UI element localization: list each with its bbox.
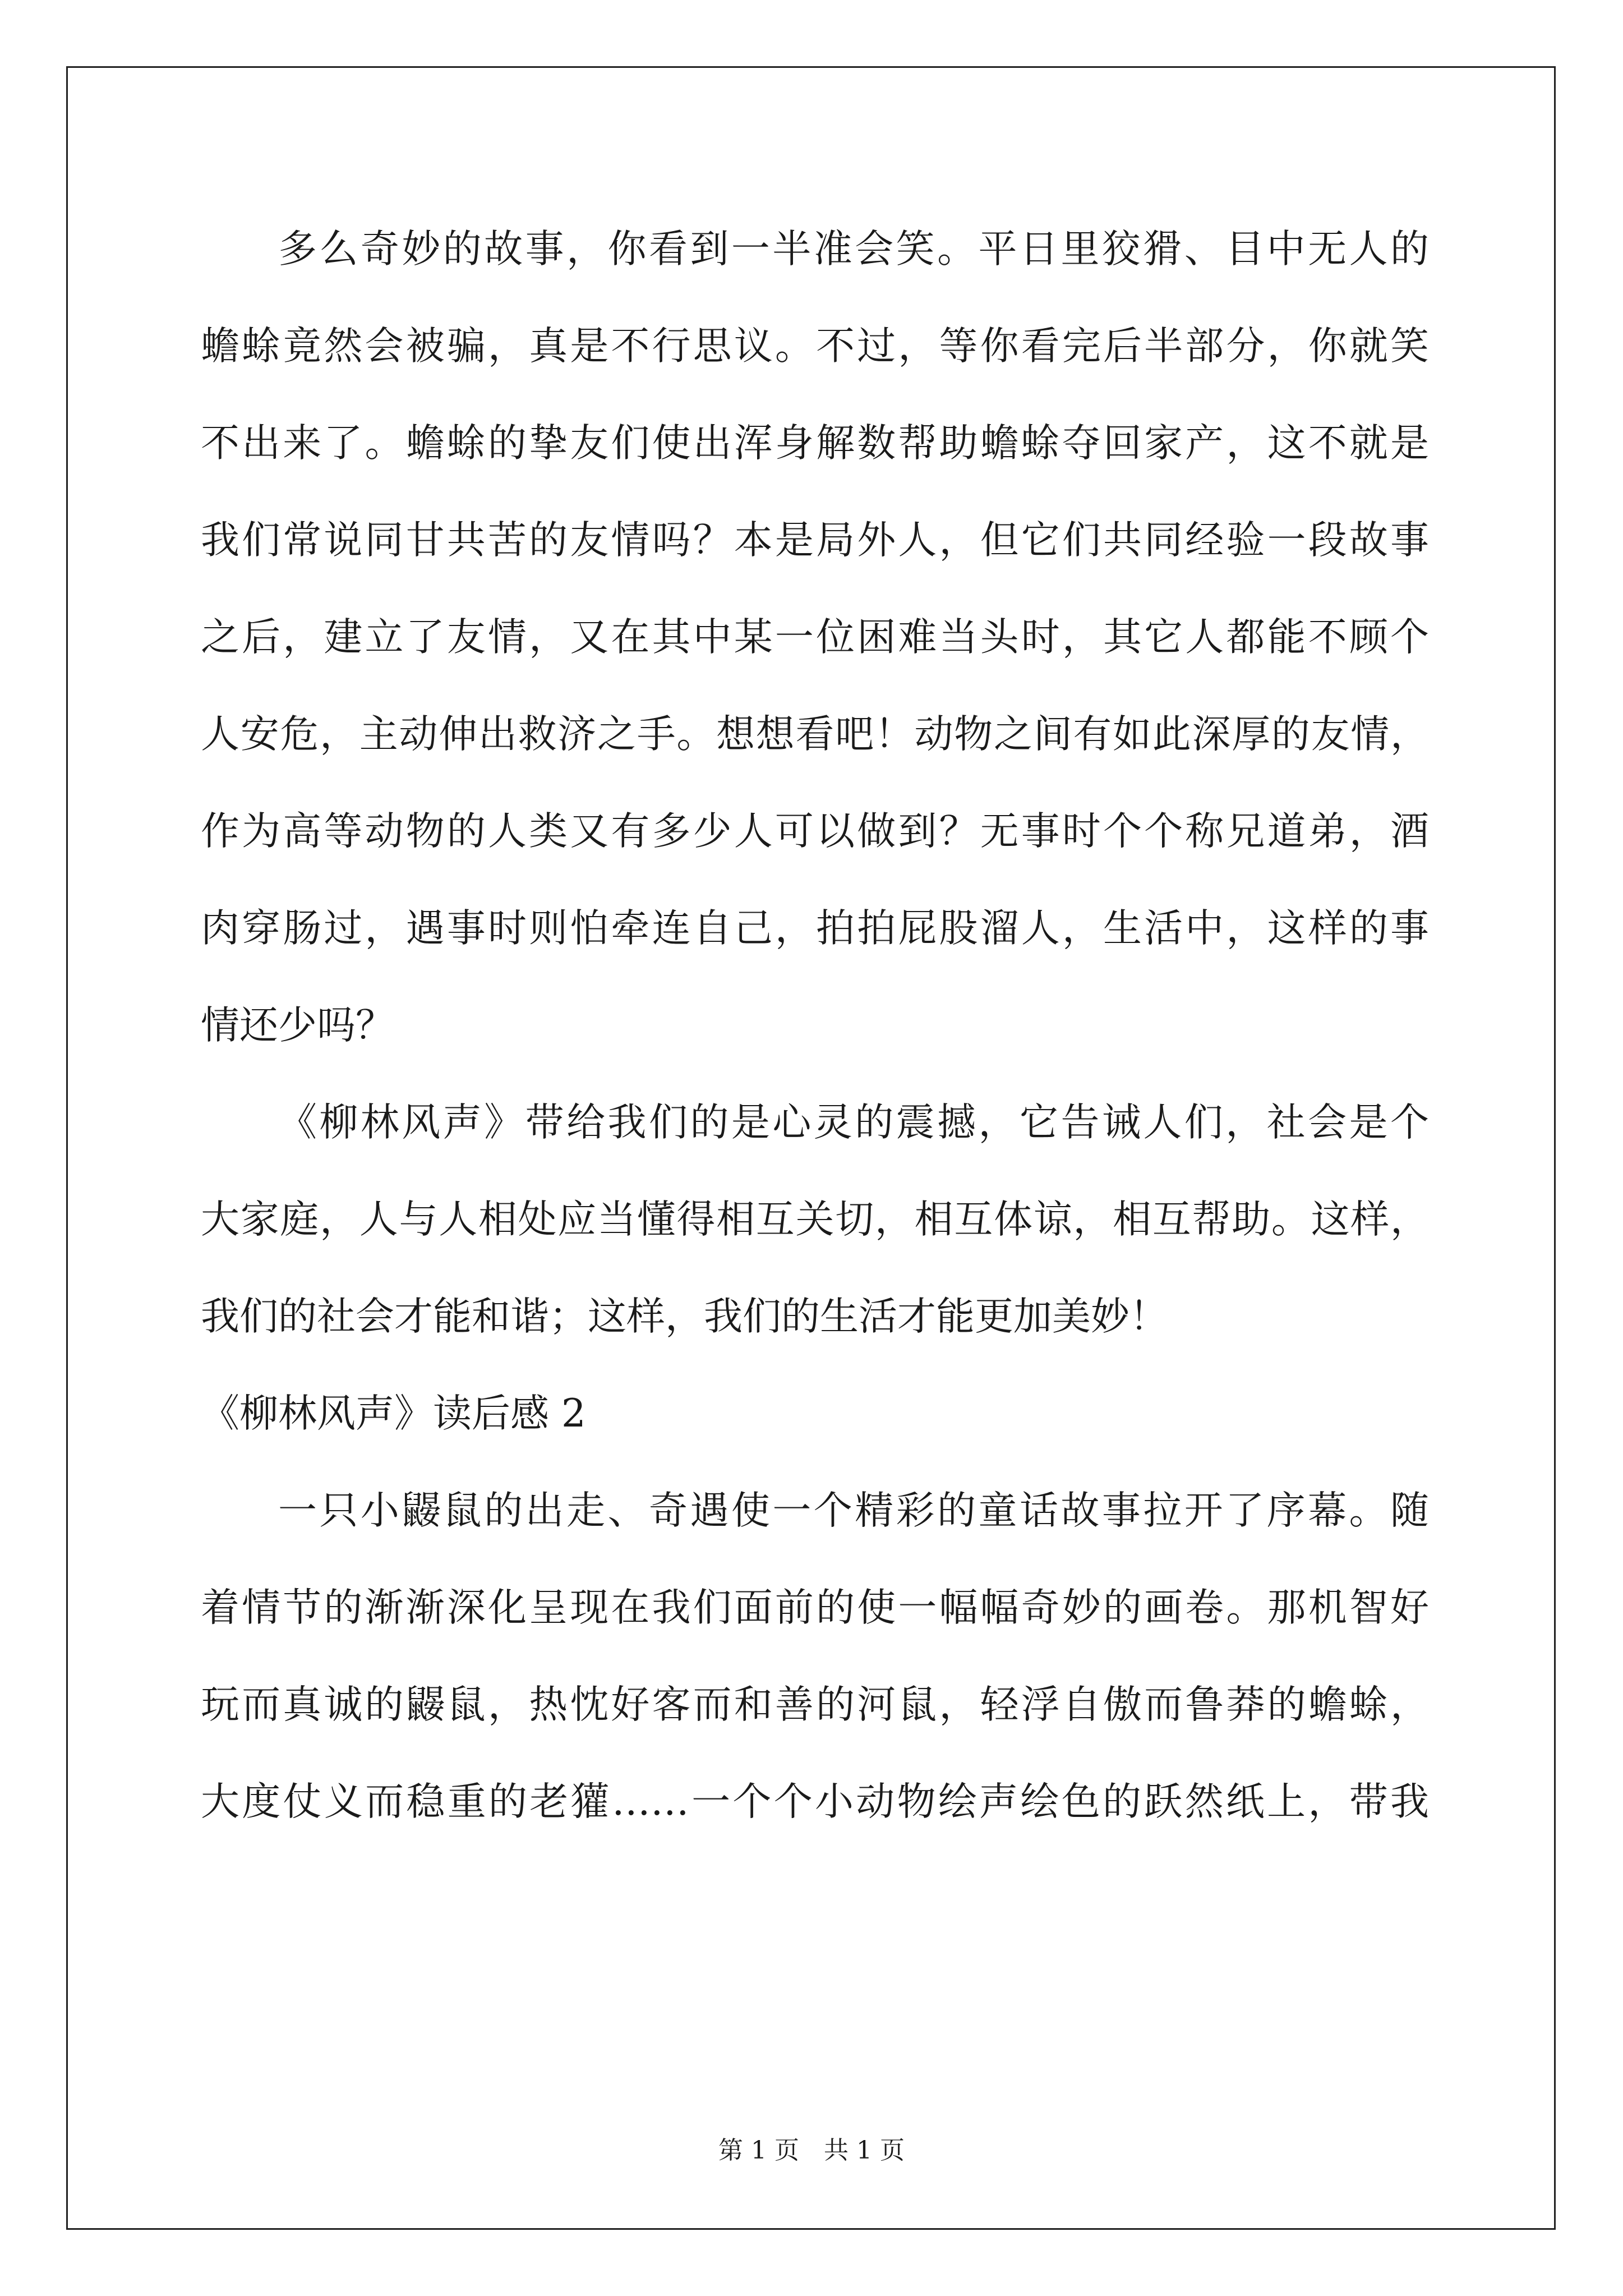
text-line: 蟾蜍竟然会被骗，真是不行思议。不过，等你看完后半部分，你就笑	[201, 324, 1429, 369]
text-line: 情还少吗？	[201, 1003, 394, 1048]
text-line: 一只小鼹鼠的出走、奇遇使一个精彩的童话故事拉开了序幕。随	[278, 1488, 1429, 1533]
text-line: 大家庭，人与人相处应当懂得相互关切，相互体谅，相互帮助。这样，	[201, 1197, 1429, 1242]
text-line: 我们常说同甘共苦的友情吗？本是局外人，但它们共同经验一段故事	[201, 518, 1429, 563]
text-line: 肉穿肠过，遇事时则怕牵连自己，拍拍屁股溜人，生活中，这样的事	[201, 906, 1429, 951]
text-line: 着情节的渐渐深化呈现在我们面前的使一幅幅奇妙的画卷。那机智好	[201, 1585, 1429, 1630]
text-line: 作为高等动物的人类又有多少人可以做到？无事时个个称兄道弟，酒	[201, 809, 1429, 854]
text-line: 大度仗义而稳重的老獾……一个个小动物绘声绘色的跃然纸上，带我	[201, 1779, 1429, 1824]
text-line: 之后，建立了友情，又在其中某一位困难当头时，其它人都能不顾个	[201, 615, 1429, 660]
text-line: 人安危，主动伸出救济之手。想想看吧！动物之间有如此深厚的友情，	[201, 712, 1429, 757]
text-line: 玩而真诚的鼹鼠，热忱好客而和善的河鼠，轻浮自傲而鲁莽的蟾蜍，	[201, 1682, 1429, 1727]
text-line: 多么奇妙的故事，你看到一半准会笑。平日里狡猾、目中无人的	[278, 227, 1429, 272]
section-heading: 《柳林风声》读后感 2	[201, 1391, 586, 1436]
page-number-footer: 第 1 页 共 1 页	[718, 2136, 905, 2165]
text-line: 我们的社会才能和谐；这样，我们的生活才能更加美妙！	[201, 1294, 1168, 1339]
text-line: 不出来了。蟾蜍的挚友们使出浑身解数帮助蟾蜍夺回家产，这不就是	[201, 421, 1429, 466]
text-line: 《柳林风声》带给我们的是心灵的震撼，它告诫人们，社会是个	[278, 1100, 1429, 1145]
page-border	[66, 66, 1556, 2230]
